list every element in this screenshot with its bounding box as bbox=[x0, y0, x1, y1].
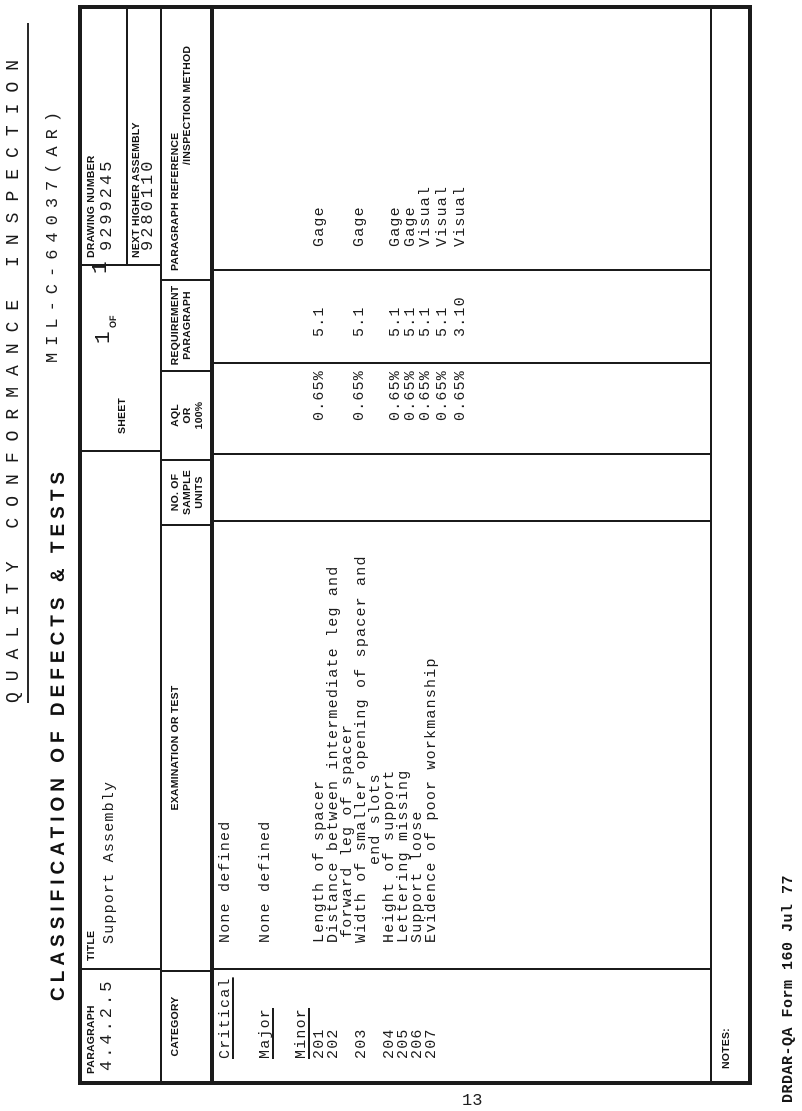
column-header-aql: AQL OR 100% bbox=[162, 370, 210, 459]
defect-method: Gage bbox=[402, 206, 419, 247]
defect-method: Gage bbox=[387, 206, 404, 247]
document-header: QUALITY CONFORMANCE INSPECTION bbox=[4, 23, 29, 703]
sheet-label: SHEET bbox=[116, 397, 128, 434]
critical-text: None defined bbox=[217, 820, 234, 943]
column-header-reference: PARAGRAPH REFERENCE /INSPECTION METHOD bbox=[169, 45, 193, 271]
divider-requirement bbox=[214, 269, 710, 271]
defect-number: 201 bbox=[311, 1028, 328, 1059]
defect-method: Visual bbox=[434, 185, 451, 247]
defect-description: Evidence of poor workmanship bbox=[423, 657, 440, 943]
defect-number: 202 bbox=[325, 1028, 342, 1059]
paragraph-value: 4.4.2.5 bbox=[98, 978, 117, 1071]
defect-requirement: 3.10 bbox=[452, 296, 469, 337]
defect-description: Length of spacer bbox=[311, 779, 328, 943]
classification-table bbox=[78, 5, 752, 1085]
sheet-number: 1 bbox=[93, 331, 116, 344]
divider-aql bbox=[214, 362, 710, 364]
column-header-category: CATEGORY bbox=[162, 970, 210, 1081]
defect-method: Gage bbox=[351, 206, 368, 247]
next-higher-assembly-cell bbox=[128, 9, 160, 264]
defect-description: Distance between intermediate leg and bbox=[325, 565, 342, 943]
defect-number: 203 bbox=[353, 1028, 370, 1059]
defect-requirement: 5.1 bbox=[387, 306, 404, 337]
title-value: Support Assembly bbox=[101, 780, 118, 944]
drawing-number-value: 9299245 bbox=[98, 158, 117, 251]
column-header-requirement: REQUIREMENT PARAGRAPH bbox=[162, 279, 210, 370]
major-text: None defined bbox=[257, 820, 274, 943]
drawing-section bbox=[82, 9, 160, 264]
defect-requirement: 5.1 bbox=[417, 306, 434, 337]
column-header-sample-units: NO. OF SAMPLE UNITS bbox=[162, 459, 210, 524]
category-minor: Minor bbox=[293, 1007, 310, 1059]
defect-method: Visual bbox=[452, 185, 469, 247]
drawing-number-cell bbox=[82, 9, 128, 264]
drawing-number-label: DRAWING NUMBER bbox=[85, 155, 97, 258]
defect-requirement: 5.1 bbox=[351, 306, 368, 337]
form-title: CLASSIFICATION OF DEFECTS & TESTS bbox=[48, 466, 69, 1001]
table-header-band bbox=[82, 9, 162, 1081]
sheet-total: 1 bbox=[90, 261, 113, 274]
defect-aql: 0.65% bbox=[417, 369, 434, 421]
defect-aql: 0.65% bbox=[402, 369, 419, 421]
defect-description-cont: forward leg of spacer bbox=[339, 723, 356, 938]
defect-description: Height of support bbox=[381, 769, 398, 943]
sheet-cell bbox=[82, 261, 160, 450]
notes-label: NOTES: bbox=[720, 1028, 732, 1069]
defect-number: 205 bbox=[395, 1028, 412, 1059]
defect-aql: 0.65% bbox=[387, 369, 404, 421]
spec-number: MIL-C-64037(AR) bbox=[44, 104, 63, 363]
next-higher-assembly-label: NEXT HIGHER ASSEMBLY bbox=[130, 122, 142, 258]
defect-number: 204 bbox=[381, 1028, 398, 1059]
defect-aql: 0.65% bbox=[452, 369, 469, 421]
category-critical: Critical bbox=[217, 977, 234, 1059]
defect-description-cont: end slots bbox=[367, 773, 384, 865]
next-higher-assembly-value: 9280110 bbox=[139, 158, 158, 251]
defect-description: Support loose bbox=[409, 810, 426, 943]
page-number: 13 bbox=[462, 1092, 483, 1111]
defect-aql: 0.65% bbox=[311, 369, 328, 421]
defect-aql: 0.65% bbox=[351, 369, 368, 421]
defects-data-area bbox=[214, 9, 710, 1081]
paragraph-label: PARAGRAPH bbox=[85, 1005, 97, 1074]
defect-description: Width of smaller opening of spacer and bbox=[353, 555, 370, 943]
divider-category bbox=[214, 968, 710, 970]
defect-method: Gage bbox=[311, 206, 328, 247]
defect-requirement: 5.1 bbox=[311, 306, 328, 337]
defect-number: 207 bbox=[423, 1028, 440, 1059]
divider-examination bbox=[214, 520, 710, 522]
defect-requirement: 5.1 bbox=[402, 306, 419, 337]
defect-number: 206 bbox=[409, 1028, 426, 1059]
column-header-row bbox=[162, 9, 214, 1081]
defect-method: Visual bbox=[417, 185, 434, 247]
paragraph-cell bbox=[82, 968, 160, 1081]
notes-row bbox=[710, 9, 748, 1081]
title-cell bbox=[82, 450, 160, 968]
divider-sample bbox=[214, 453, 710, 455]
defect-aql: 0.65% bbox=[434, 369, 451, 421]
form-footer: DRDAR-QA Form 160 Jul 77 bbox=[780, 874, 797, 1103]
column-header-examination: EXAMINATION OR TEST bbox=[162, 524, 210, 970]
category-major: Major bbox=[257, 1007, 274, 1059]
title-label: TITLE bbox=[85, 930, 97, 961]
defect-description: Lettering missing bbox=[395, 769, 412, 943]
defect-requirement: 5.1 bbox=[434, 306, 451, 337]
sheet-of-label: OF bbox=[108, 315, 118, 328]
